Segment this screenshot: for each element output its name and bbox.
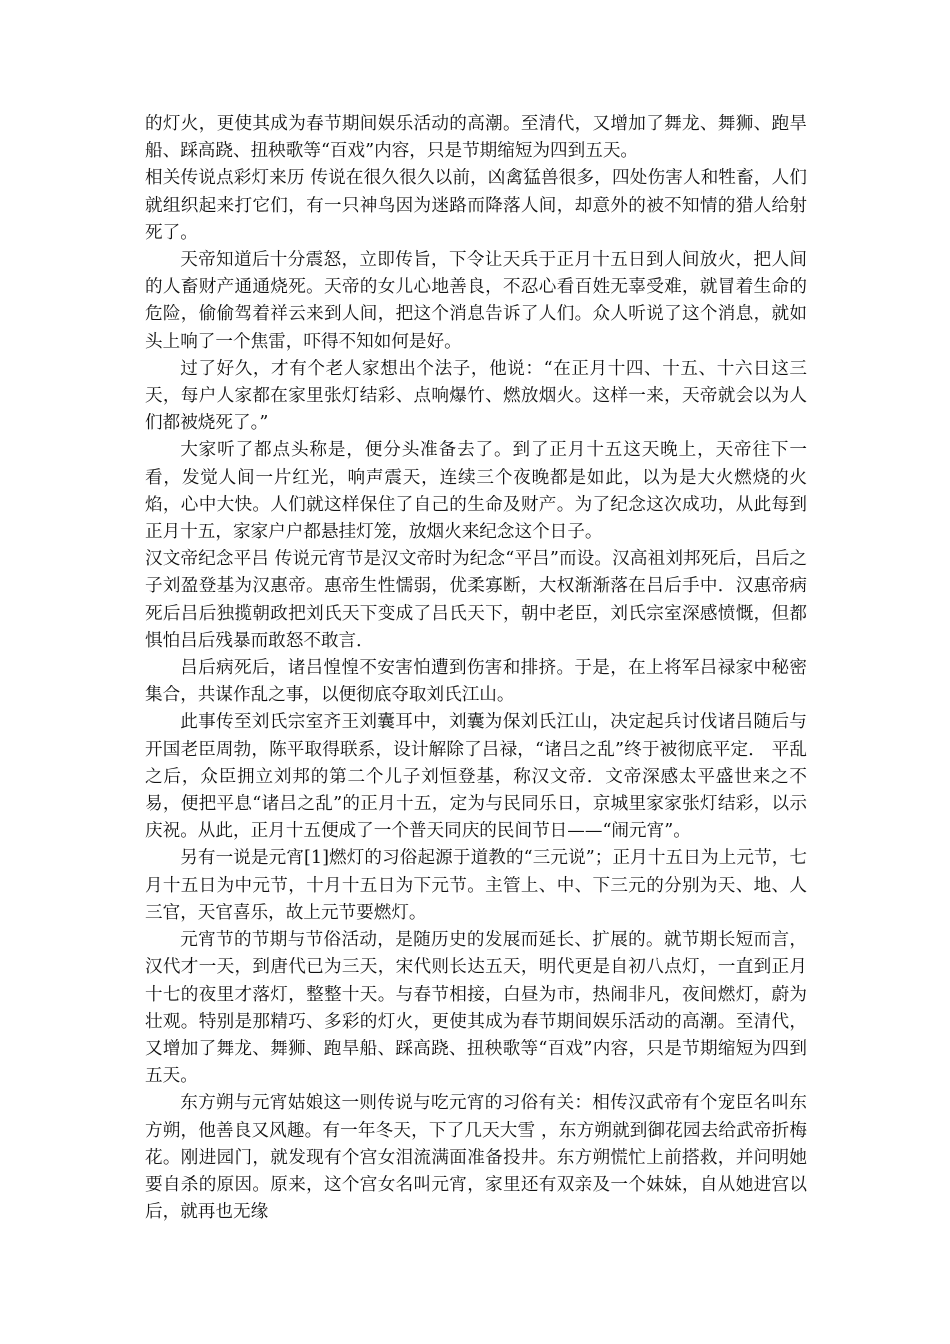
paragraph-5: 大家听了都点头称是，便分头准备去了。到了正月十五这天晚上，天帝往下一看，发觉人间一片红光，响声震天，连续三个夜晚都是如此，以为是大火燃烧的火焰，心中大快。人们就这样保住了自己的生命及财产。为了纪念这次成功，从此每到正月十五，家家户户都悬挂灯笼，放烟火来纪念这个日子。 (145, 440, 807, 543)
paragraph-8: 此事传至刘氏宗室齐王刘囊耳中，刘囊为保刘氏江山，决定起兵讨伐诸吕随后与开国老臣周勃，陈平取得联系，设计解除了吕禄，“诸吕之乱”终于被彻底平定． 平乱之后，众臣拥立刘邦的第二个儿子刘恒登基，称汉文帝．文帝深感太平盛世来之不易，便把平息“诸吕之乱”的正月十五，定为与民同乐日，京城里家家张灯结彩，以示庆祝。从此，正月十五便成了一个普天同庆的民间节日——“闹元宵”。 (145, 712, 807, 842)
paragraph-3: 天帝知道后十分震怒，立即传旨，下令让天兵于正月十五日到人间放火，把人间的人畜财产通通烧死。天帝的女儿心地善良，不忍心看百姓无辜受难，就冒着生命的危险，偷偷驾着祥云来到人间，把这个消息告诉了人们。众人听说了这个消息，就如头上响了一个焦雷，吓得不知如何是好。 (145, 250, 807, 352)
paragraph-11: 东方朔与元宵姑娘这一则传说与吃元宵的习俗有关：相传汉武帝有个宠臣名叫东方朔，他善良又风趣。有一年冬天，下了几天大雪 ，东方朔就到御花园去给武帝折梅花。刚进园门，就发现有个宫女泪流满面准备投井。东方朔慌忙上前搭救，并问明她要自杀的原因。原来，这个宫女名叫元宵，家里还有双亲及一个妹妹，自从她进宫以后，就再也无缘 (145, 1093, 807, 1223)
paragraph-4: 过了好久，才有个老人家想出个法子，他说：“在正月十四、十五、十六日这三天，每户人家都在家里张灯结彩、点响爆竹、燃放烟火。这样一来，天帝就会以为人们都被烧死了。” (145, 358, 807, 434)
paragraph-10: 元宵节的节期与节俗活动，是随历史的发展而延长、扩展的。就节期长短而言，汉代才一天，到唐代已为三天，宋代则长达五天，明代更是自初八点灯，一直到正月十七的夜里才落灯，整整十天。与春节相接，白昼为市，热闹非凡，夜间燃灯，蔚为壮观。特别是那精巧、多彩的灯火，更使其成为春节期间娱乐活动的高潮。至清代，又增加了舞龙、舞狮、跑旱船、踩高跷、扭秧歌等“百戏”内容，只是节期缩短为四到五天。 (145, 930, 807, 1087)
document-body (145, 111, 807, 1226)
paragraph-1: 的灯火，更使其成为春节期间娱乐活动的高潮。至清代，又增加了舞龙、舞狮、跑旱船、踩高跷、扭秧歌等“百戏”内容，只是节期缩短为四到五天。 (145, 114, 807, 162)
paragraph-7: 吕后病死后，诸吕惶惶不安害怕遭到伤害和排挤。于是，在上将军吕禄家中秘密集合，共谋作乱之事，以便彻底夺取刘氏江山。 (145, 658, 807, 706)
paragraph-2: 相关传说点彩灯来历 传说在很久很久以前，凶禽猛兽很多，四处伤害人和牲畜，人们就组织起来打它们，有一只神鸟因为迷路而降落人间，却意外的被不知情的猎人给射死了。 (145, 168, 807, 243)
paragraph-9: 另有一说是元宵[1]燃灯的习俗起源于道教的“三元说”；正月十五日为上元节，七月十五日为中元节，十月十五日为下元节。主管上、中、下三元的分别为天、地、人三官，天官喜乐，故上元节要燃灯。 (145, 848, 807, 923)
paragraph-6: 汉文帝纪念平吕 传说元宵节是汉文帝时为纪念“平吕”而设。汉高祖刘邦死后，吕后之子刘盈登基为汉惠帝。惠帝生性懦弱，优柔寡断，大权渐渐落在吕后手中．汉惠帝病死后吕后独揽朝政把刘氏天下变成了吕氏天下，朝中老臣，刘氏宗室深感愤慨，但都惧怕吕后残暴而敢怒不敢言． (145, 549, 807, 651)
